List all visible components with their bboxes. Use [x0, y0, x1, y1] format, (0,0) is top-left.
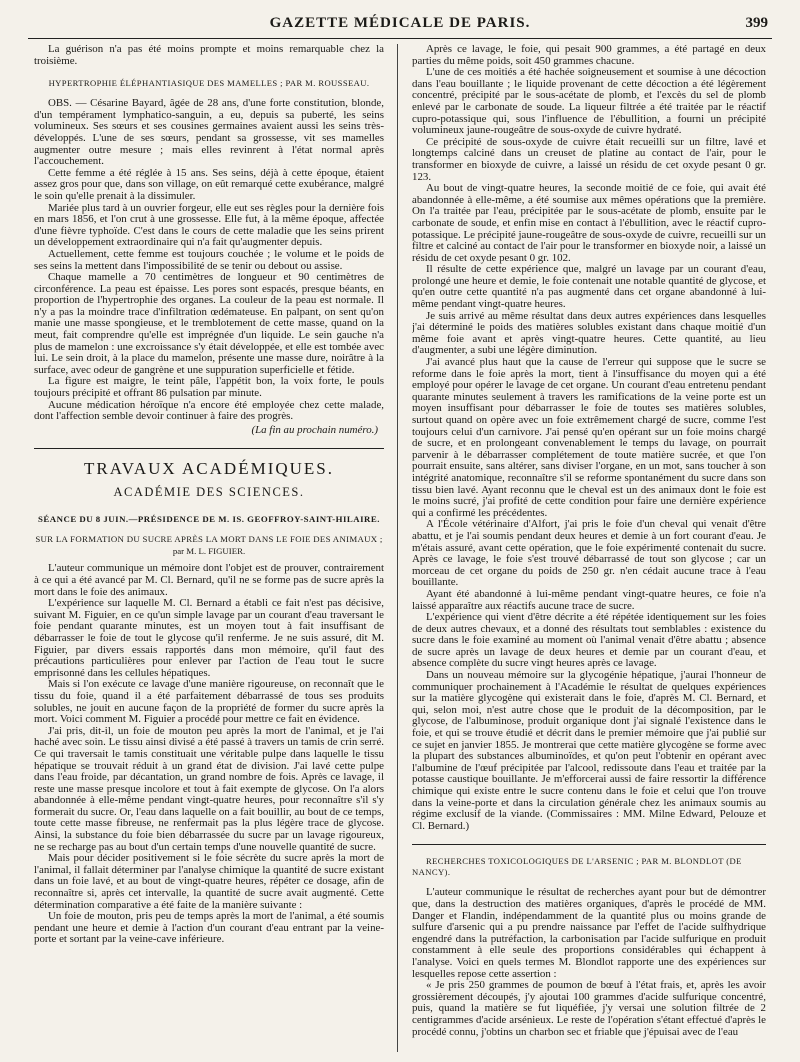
paragraph: Il résulte de cette expérience que, malgré un lavage par un courant d'eau, prolongé une heure et demie, le foie contenait une notable quantité de glycose, et qu'en outre cette quantité n'a pas augmenté dans cet organe abandonné à lui-même pendant vingt-quatre heures. [412, 263, 766, 311]
continued-note: (La fin au prochain numéro.) [251, 423, 378, 436]
paragraph: Ce précipité de sous-oxyde de cuivre était recueilli sur un filtre, lavé et longtemps calciné dans un creuset de platine au contact de l'air, pour le transformer en bioxyde de cuivre, a laissé un résidu de cet oxyde pesant 0 gr. 123. [412, 135, 766, 183]
paragraph: Cette femme a été réglée à 15 ans. Ses seins, déjà à cette époque, étaient assez gros pour que, dans son village, on eût remarqué cette exubérance, malgré le soin qu'elle prenait à la dissimuler. [34, 166, 384, 202]
paragraph: Mais pour décider positivement si le foie sécrète du sucre après la mort de l'animal, il fallait déterminer par l'analyse chimique la quantité de sucre existant dans un foie lavé, et au bout de vingt-quatre heures, répéter ce dosage, afin de reconnaître si, après cet intervalle, la quantité de sucre avait augmenté. Cette détermination comparative a été faite de la manière suivante : [34, 852, 384, 911]
paragraph: J'ai avancé plus haut que la cause de l'erreur qui suppose que le sucre se reforme dans le foie après la mort, tient à l'insuffisance du moyen qui a été employé pour opérer le lavage de cet organe. Un courant d'eau entretenu pendant quarante minutes seulement à travers les ramifications de la veine porte est un moyen insuffisant pour débarrasser le foie de toutes ses matières solubles, surtout quand on opère avec un foie extrêmement chargé de sucre, comme l'est toujours celui d'un carnivore. J'ai pensé qu'en opérant sur un foie moins chargé de sucre, et en prolongeant convenablement le temps du lavage, on pourrait parvenir à le débarrasser complétement de toute matière sucrée, et que l'on pourrait ensuite, sans altérer, sans diviser l'organe, en un mot, sans toucher à son intégrité anatomique, reconnaître s'il se reforme spontanément du sucre dans son tissu bien lavé. Ayant reconnu que le cheval est un des animaux dont le foie est le moins sucré, j'ai profité de cette condition pour faire une dernière expérience qui a confirmé les précédentes. [412, 356, 766, 519]
paper-title-figuier [34, 534, 384, 557]
right-column [412, 44, 766, 1052]
academy-title: ACADÉMIE DES SCIENCES. [113, 485, 305, 500]
paragraph: Mariée plus tard à un ouvrier forgeur, elle eut ses règles pour la dernière fois en mars 1856, et l'on crut à une grossesse. Elle fut, à la même époque, affectée d'une fièvre typhoïde. C'est dans le cours de cette maladie que les seins prirent un développement extraordinaire qui n'a fait qu'augmenter depuis. [34, 201, 384, 249]
intro-paragraph: La guérison n'a pas été moins prompte et moins remarquable chez la troisième. [34, 44, 384, 67]
journal-title: GAZETTE MÉDICALE DE PARIS. [269, 15, 531, 31]
paper-title-text: SUR LA FORMATION DU SUCRE APRÈS LA MORT DANS LE FOIE DES ANIMAUX ; [35, 534, 383, 545]
paper-author: par M. L. FIGUIER. [172, 545, 246, 556]
article-body-figuier [34, 563, 384, 946]
article-body-figuier-continued [412, 44, 766, 832]
article-rule [412, 844, 766, 845]
left-column [34, 44, 384, 1052]
paragraph: La figure est maigre, le teint pâle, l'appétit bon, la voix forte, le pouls toujours précipité et offrant 86 pulsation par minute. [34, 375, 384, 400]
paragraph: Un foie de mouton, pris peu de temps après la mort de l'animal, a été soumis pendant une heure et demie à l'action d'un courant d'eau entrant par la veine-porte et sortant par la veine-cave inférieure. [34, 910, 384, 946]
paragraph: A l'École vétérinaire d'Alfort, j'ai pris le foie d'un cheval qui venait d'être abattu, et je l'ai soumis pendant deux heures et demie à un fort courant d'eau. Je m'étais assuré, avant cette opération, que le foie expérimenté contenait du sucre. Après ce lavage, le foie s'est trouvé débarrassé de tout son glycose ; car un morceau de cet organe du poids de 250 gr. n'en cédait aucune trace à l'eau bouillante. [412, 518, 766, 589]
paragraph: L'expérience qui vient d'être décrite a été répétée identiquement sur les foies de deux autres chevaux, et a donné des résultats tout semblables : existence du sucre dans le foie examiné au moment où l'animal venait d'être abattu ; absence de sucre après un lavage de deux heures et demie par un courant d'eau, et absence complète du sucre vingt heures après ce lavage. [412, 611, 766, 670]
session-line: SÉANCE DU 8 JUIN.—PRÉSIDENCE DE M. IS. GEOFFROY-SAINT-HILAIRE. [38, 514, 380, 525]
paragraph: L'une de ces moitiés a été hachée soigneusement et soumise à une décoction dans l'eau bouillante ; le liquide provenant de cette décoction a été légèrement concentré, précipité par le sous-acétate de plomb, et l'excès du sel de plomb enlevé par le carbonate de soude. La liqueur filtrée a été traitée par le réactif cupro-potassique qui, sous l'influence de l'ébullition, a fourni un précipité volumineux jaune-rougeâtre de sous-oxyde de cuivre hydraté. [412, 66, 766, 137]
paragraph: Mais si l'on exécute ce lavage d'une manière rigoureuse, on reconnaît que le tissu du foie, quand il a été parfaitement débarrassé de tous ses produits solubles, ne jouit en aucune façon de la propriété de former du sucre après la mort. Voici comment M. Figuier a procédé pour mettre ce fait en évidence. [34, 678, 384, 726]
section-title: TRAVAUX ACADÉMIQUES. [83, 459, 334, 479]
article-heading-arsenic: RECHERCHES TOXICOLOGIQUES DE L'ARSENIC ; PAR M. BLONDLOT (DE NANCY). [412, 856, 742, 878]
paragraph: Dans un nouveau mémoire sur la glycogénie hépatique, j'aurai l'honneur de communiquer prochainement à l'Académie le résultat de quelques expériences sur la matière glycogène qui existerait dans le foie, d'après M. Cl. Bernard, et qui, selon moi, n'est autre chose que le produit de la décomposition, par le glycose, de l'albuminose, produit organique dont j'ai signalé l'existence dans le foie, et qui se trouve étudié et décrit dans le premier mémoire que j'ai publié sur ce sujet en janvier 1855. Je montrerai que cette matière glycogène se forme avec la plupart des substances albuminoïdes, et qu'on peut l'obtenir en opérant avec l'albumine de l'œuf précipitée par l'alcool, redissoute dans l'eau et traitée par la potasse caustique bouillante. Je m'efforcerai aussi de faire ressortir la différence chimique qui existe entre le sucre contenu dans le foie et celui que l'on trouve dans la veine-porte et dans la circulation générale chez les animaux soumis au régime exclusif de la viande. (Commissaires : MM. Milne Edward, Pelouze et Cl. Bernard.) [412, 669, 766, 832]
paragraph: Après ce lavage, le foie, qui pesait 900 grammes, a été partagé en deux parties du même poids, soit 450 grammes chacune. [412, 44, 766, 67]
article-body-mamelles [34, 98, 384, 423]
paragraph: « Je pris 250 grammes de poumon de bœuf à l'état frais, et, après les avoir grossièrement découpés, j'y ajoutai 100 grammes d'acide sulfurique concentré, puis, quand la matière se fut liquéfiée, j'y versai une solution filtrée de 2 centigrammes d'acide arsénieux. Le reste de l'opération s'étant effectué d'après le procédé connu, j'obtins un charbon sec et friable que j'épuisai avec de l'eau [412, 979, 766, 1038]
paragraph: Au bout de vingt-quatre heures, la seconde moitié de ce foie, qui avait été abandonnée à elle-même, a été soumise aux mêmes opérations que la première. On l'a traitée par l'eau, précipitée par le sous-acétate de plomb, ensuite par le carbonate de soude, et enfin mise en contact à l'ébullition, avec le réactif cupro-potassique. Le précipité jaune-rougeâtre de sous-oxyde de cuivre, recueilli sur un filtre et calciné au contact de l'air pour le transformer en bioxyde noir, a laissé un résidu de cet oxyde pesant 0 gr. 102. [412, 182, 766, 264]
paragraph: L'expérience sur laquelle M. Cl. Bernard a établi ce fait n'est pas décisive, suivant M. Figuier, en ce qu'un simple lavage par un courant d'eau traversant le foie pendant quarante minutes, est un moyen tout à fait insuffisant de débarrasser le foie de tout le glycose qu'il renferme. Je ne suis assuré, dit M. Figuier, par divers essais rapportés dans mon mémoire, qu'il faut des précautions particulières pour enlever par l'action de l'eau tout le sucre emprisonné dans les cellules hépatiques. [34, 597, 384, 679]
paragraph: Actuellement, cette femme est toujours couchée ; le volume et le poids de ses seins la mettent dans l'impossibilité de se tenir ou debout ou assise. [34, 247, 384, 272]
paragraph: L'auteur communique le résultat de recherches ayant pour but de démontrer que, dans la destruction des matières organiques, d'après le procédé de MM. Danger et Flandin, indépendamment de la quantité plus ou moins grande de sulfure d'arsenic qui a pu prendre naissance par l'effet de l'acide sulfhydrique engendré dans la putréfaction, la carbonisation par l'acide sulfurique en produit constamment à elle seule des proportions considérables qui échappent à l'analyse. Voici en quels termes M. Blondlot rapporte une des expériences sur lesquelles repose cette assertion : [412, 886, 766, 980]
article-heading-mamelles: HYPERTROPHIE ÉLÉPHANTIASIQUE DES MAMELLES ; PAR M. ROUSSEAU. [48, 78, 370, 89]
column-divider [397, 44, 398, 1052]
page-number: 399 [745, 15, 768, 31]
paragraph: Je suis arrivé au même résultat dans deux autres expériences dans lesquelles j'ai déterminé le poids des matières solubles existant dans chaque moitié d'un même foie avant et après vingt-quatre heures. Cette quantité, au lieu d'augmenter, a subi une légère diminution. [412, 309, 766, 357]
article-body-arsenic [412, 887, 766, 1038]
paragraph: L'auteur communique un mémoire dont l'objet est de prouver, contrairement à ce qui a été avancé par M. Cl. Bernard, qu'il ne se forme pas de sucre après la mort dans le foie des animaux. [34, 562, 384, 598]
paragraph: J'ai pris, dit-il, un foie de mouton peu après la mort de l'animal, et je l'ai haché avec soin. Le tissu ainsi divisé a été passé à travers un tamis de crin serré. Ce qui traversait le tamis constituait une véritable pulpe dans laquelle le tissu hépatique se trouvait réduit à un grand état de division. J'ai lavé cette pulpe dans l'eau froide, par décantation, un grand nombre de fois. Après ce lavage, il reste une masse presque incolore et tout à fait exempte de glycose. On l'a alors abandonnée à elle-même pendant vingt-quatre heures, pour reconnaître s'il s'y formerait du sucre. Or, l'eau dans laquelle on a fait bouillir, au bout de ce temps, toute cette masse fibreuse, ne renfermait pas la plus légère trace de glycose. Ainsi, la substance du foie bien débarrassée du sucre par un lavage rigoureux, ne se recharge pas au bout d'un certain temps d'une nouvelle quantité de sucre. [34, 724, 384, 853]
paragraph: Aucune médication héroïque n'a encore été employée chez cette malade, dont l'affection semble devoir continuer à faire des progrès. [34, 398, 384, 423]
paragraph: Ayant été abandonné à lui-même pendant vingt-quatre heures, ce foie n'a laissé apparaître aux réactifs aucune trace de sucre. [412, 587, 766, 612]
section-rule [34, 448, 384, 449]
paragraph: OBS. — Césarine Bayard, âgée de 28 ans, d'une forte constitution, blonde, d'un tempérament lymphatico-sanguin, a eu, depuis sa puberté, les seins volumineux. Ses sœurs et ses cousines germaines avaient aussi les seins très-développés. L'une de ses sœurs, pendant sa grossesse, vit ses mamelles augmenter outre mesure ; mais elles revinrent à l'état normal après l'accouchement. [34, 97, 384, 168]
running-head [28, 0, 772, 39]
paragraph: Chaque mamelle a 70 centimètres de longueur et 90 centimètres de circonférence. La peau est épaisse. Les pores sont espacés, presque béants, en proportion de l'hypertrophie des organes. La couleur de la peau est normale. Il n'y a pas la moindre trace d'infiltration œdémateuse. En palpant, on sent qu'on manie une masse spongieuse, et le tremblotement de cette masse, quand on la meut, fait comprendre qu'elle est imprégnée d'un liquide. Le sein gauche n'a plus de mamelon : une excroissance s'y était développée, et elle est tombée avec lui. Le sein droit, à la place du mamelon, présente une masse dure, noirâtre à la surface, avec odeur de gangrène et une suppuration superficielle et fétide. [34, 271, 384, 376]
